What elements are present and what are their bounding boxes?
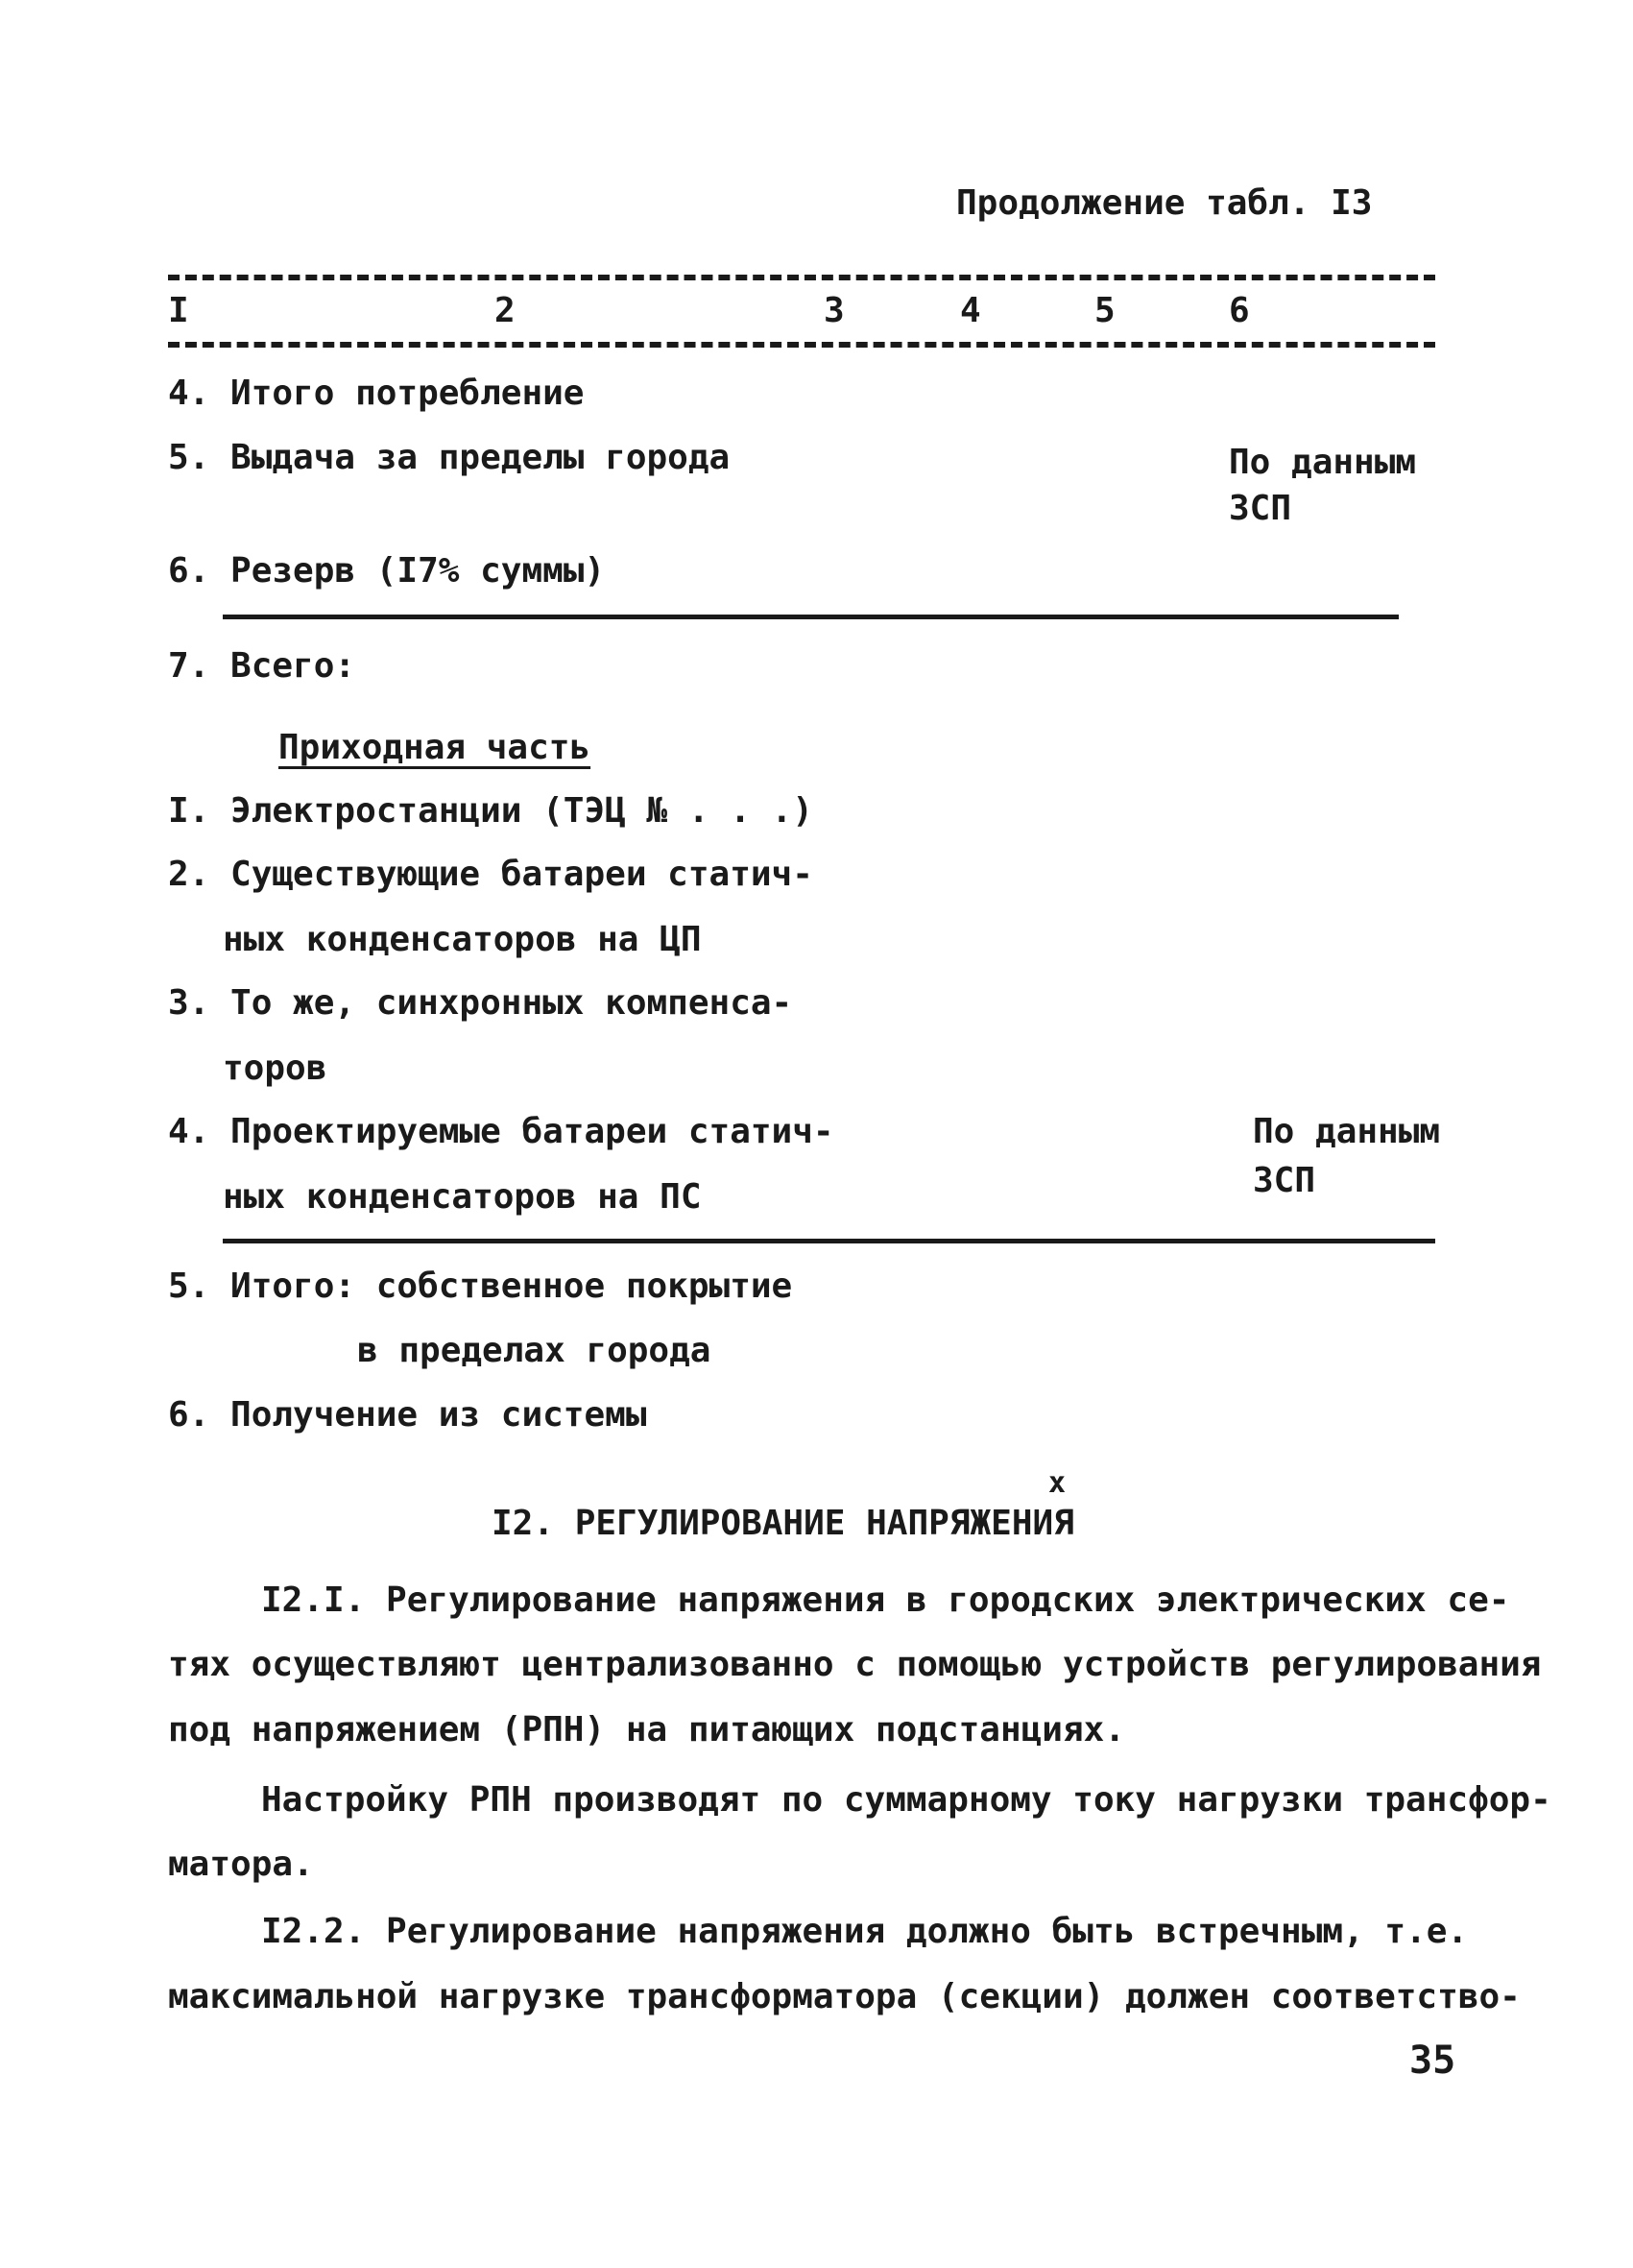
note-esp-1b: ЗСП <box>1229 489 1292 528</box>
column-header-2: 2 <box>494 291 516 330</box>
note-esp-2: По данным <box>1253 1112 1441 1151</box>
income-item-2-line-2: ных конденсаторов на ЦП <box>223 920 702 959</box>
table-header-bottom-rule <box>168 342 1435 348</box>
table-caption: Продолжение табл. I3 <box>956 183 1373 223</box>
page-number: 35 <box>1409 2039 1456 2083</box>
column-header-5: 5 <box>1094 291 1116 330</box>
note-esp-2b: ЗСП <box>1253 1161 1316 1200</box>
income-item-3-line-1: 3. То же, синхронных компенса- <box>168 983 793 1023</box>
total-own-coverage-line-2: в пределах города <box>357 1331 711 1370</box>
paragraph-12-2-line-1: I2.2. Регулирование напряжения должно быть встречным, т.е. <box>261 1912 1469 1951</box>
row-total-consumption: 4. Итого потребление <box>168 374 585 413</box>
income-item-4-line-2: ных конденсаторов на ПС <box>223 1177 702 1217</box>
row-export-outside-city: 5. Выдача за пределы города <box>168 438 731 477</box>
sum-rule-2 <box>223 1239 1435 1243</box>
total-from-system: 6. Получение из системы <box>168 1395 647 1435</box>
paragraph-12-1-line-2: тях осуществляют централизованно с помощью устройств регулирования <box>168 1645 1542 1684</box>
income-item-2-line-1: 2. Существующие батареи статич- <box>168 855 813 894</box>
table-header-top-rule <box>168 275 1435 280</box>
section-title-footnote-mark: x <box>1048 1466 1067 1500</box>
paragraph-rpn-line-1: Настройку РПН производят по суммарному току нагрузки трансфор- <box>261 1780 1551 1820</box>
row-reserve: 6. Резерв (I7% суммы) <box>168 551 606 591</box>
column-header-1: I <box>168 291 189 330</box>
paragraph-12-1-line-3: под напряжением (РПН) на питающих подстанциях. <box>168 1710 1125 1749</box>
total-own-coverage-line-1: 5. Итого: собственное покрытие <box>168 1267 793 1306</box>
income-item-3-line-2: торов <box>223 1049 327 1088</box>
note-esp-1: По данным <box>1229 443 1417 482</box>
paragraph-12-1-line-1: I2.I. Регулирование напряжения в городских электрических се- <box>261 1580 1510 1620</box>
column-header-6: 6 <box>1229 291 1250 330</box>
column-header-4: 4 <box>960 291 981 330</box>
row-grand-total: 7. Всего: <box>168 646 356 686</box>
sum-rule-1 <box>223 615 1399 619</box>
section-title: I2. РЕГУЛИРОВАНИЕ НАПРЯЖЕНИЯ <box>492 1504 1074 1543</box>
income-item-4-line-1: 4. Проектируемые батареи статич- <box>168 1112 834 1151</box>
paragraph-12-2-line-2: максимальной нагрузке трансформатора (секции) должен соответство- <box>168 1977 1521 2016</box>
column-header-3: 3 <box>824 291 845 330</box>
income-item-1: I. Электростанции (ТЭЦ № . . .) <box>168 791 813 831</box>
paragraph-rpn-line-2: матора. <box>168 1845 314 1884</box>
income-heading: Приходная часть <box>278 728 591 767</box>
